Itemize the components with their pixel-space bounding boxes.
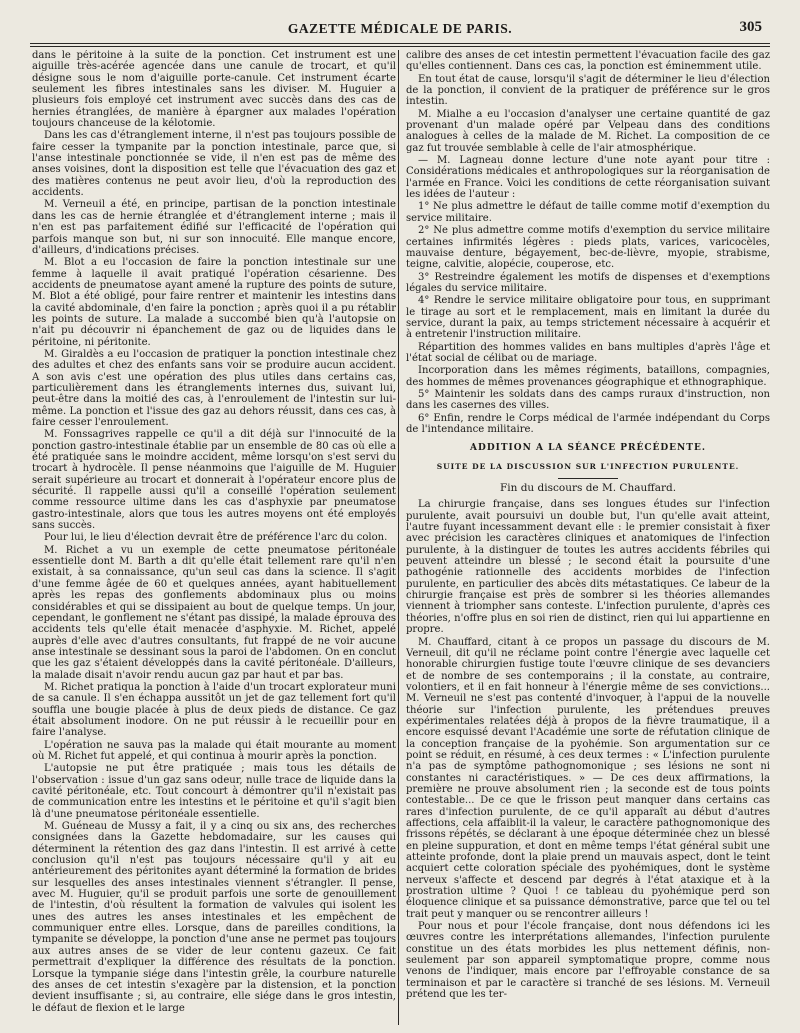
- header-rule-thin: [30, 46, 770, 47]
- paragraph: M. Fonssagrives rappelle ce qu'il a dit déjà sur l'innocuité de la ponction gastro-intestinale établie par un ensemble de 80 cas où elle a été pratiquée sans le moindre accident, même lorsqu'on s'est servi du trocart à hydrocèle. Il pense néanmoins que l'aiguille de M. Huguier serait supérieure au trocart et donnerait à l'opérateur encore plus de sécurité. Il rappelle aussi qu'il a conseillé l'opération seulement comme ressource ultime dans les cas d'asphyxie par pneumatose gastro-intestinale, alors que tous les autres moyens ont été employés sans succès.: [32, 429, 396, 532]
- paragraph: L'opération ne sauva pas la malade qui était mourante au moment où M. Richet fut appelé, et qui continua à mourir après la ponction.: [32, 739, 396, 762]
- paragraph: M. Blot a eu l'occasion de faire la ponction intestinale sur une femme à laquelle il avait pratiqué l'opération césarienne. Des accidents de pneumatose ayant amené la rupture des points de suture, M. Blot a été obligé, pour faire rentrer et maintenir les intestins dans la cavité abdominale, d'en faire la ponction ; après quoi il a pu rétablir les points de suture. La malade a succombé bien qu'à l'autopsie on n'ait pu découvrir ni épanchement de gaz ou de liquides dans le péritoine, ni péritonite.: [32, 257, 396, 348]
- paragraph: En tout état de cause, lorsqu'il s'agit de déterminer le lieu d'élection de la ponction, il convient de la pratiquer de préférence sur le gros intestin.: [406, 73, 770, 108]
- speech-title: Fin du discours de M. Chauffard.: [499, 482, 677, 495]
- paragraph: Pour nous et pour l'école française, dont nous défendons ici les œuvres contre les interprétations allemandes, l'infection purulente constitue un des états morbides les plus nettement définis, non-seulement par son appareil symptomatique propre, comme nous venons de l'indiquer, mais encore par l'effroyable constance de sa terminaison et par le caractère si tranché de ses lésions. M. Verneuil prétend que les ter-: [406, 921, 770, 1001]
- list-item: 4° Rendre le service militaire obligatoire pour tous, en supprimant le tirage au sort et le remplacement, mais en limitant la durée du service, durant la paix, au temps strictement nécessaire à acquérir et à entretenir l'instruction militaire.: [406, 295, 770, 341]
- paragraph: M. Mialhe a eu l'occasion d'analyser une certaine quantité de gaz provenant d'un malade opéré par Velpeau dans des conditions analogues à celles de la malade de M. Richet. La composition de ce gaz fut trouvée semblable à celle de l'air atmosphérique.: [406, 108, 770, 154]
- paragraph: M. Chauffard, citant à ce propos un passage du discours de M. Verneuil, dit qu'il ne réclame point contre l'énergie avec laquelle cet honorable chirurgien fustige toute l'œuvre clinique de ses devanciers et de nombre de ses contemporains ; il la constate, au contraire, volontiers, et il en fait honneur à l'énergie même de ses convictions... M. Verneuil ne s'est pas contenté d'invoquer, à l'appui de la nouvelle théorie sur l'infection purulente, les prétendues preuves expérimentales relatées déjà à propos de la fièvre traumatique, il a encore esquissé devant l'Académie une sorte de réfutation clinique de la conception française de la pyohémie. Son argumentation sur ce point se réduit, en résumé, à ces deux termes : « L'infection purulente n'a pas de symptôme pathognomonique ; ses lésions ne sont ni constantes ni caractéristiques. » — De ces deux affirmations, la première ne prouve absolument rien ; la seconde est de tous points contestable... De ce que le frisson peut manquer dans certains cas rares d'infection purulente, de ce qu'il apparaît au début d'autres affections, cela affaiblit-il la valeur, le caractère pathognomonique des frissons répétés, se déclarant à une époque déterminée chez un blessé en pleine suppuration, et dont en même temps l'état général subit une atteinte profonde, dont la plaie prend un mauvais aspect, dont le teint acquiert cette coloration spéciale des pyohémiques, dont le système nerveux s'affecte et descend par degrés à l'état ataxique et à la prostration ultime ? Quoi ! ce tableau du pyohémique perd son éloquence clinique et sa puissance démonstrative, parce que tel ou tel trait peut y manquer ou se rencontrer ailleurs !: [406, 636, 770, 920]
- list-item: 6° Enfin, rendre le Corps médical de l'armée indépendant du Corps de l'intendance militaire.: [406, 412, 770, 435]
- separator-rule: [558, 478, 618, 479]
- list-item: Incorporation dans les mêmes régiments, bataillons, compagnies, des hommes de mêmes provenances géographique et ethnographique.: [406, 365, 770, 388]
- left-column: [32, 50, 396, 1028]
- paragraph: calibre des anses de cet intestin permettent l'évacuation facile des gaz qu'elles contiennent. Dans ces cas, la ponction est éminemment utile.: [406, 50, 770, 73]
- list-item: 5° Maintenir les soldats dans des camps ruraux d'instruction, non dans les casernes des villes.: [406, 388, 770, 412]
- paragraph: M. Giraldès a eu l'occasion de pratiquer la ponction intestinale chez des adultes et chez des enfants sans voir se produire aucun accident. A son avis c'est une opération des plus utiles dans certains cas, particulièrement dans les étranglements internes dus, suivant lui, peut-être dans la moitié des cas, à l'enroulement de l'intestin sur lui-même. La ponction et l'issue des gaz au dehors réussit, dans ces cas, à faire cesser l'enroulement.: [32, 348, 396, 428]
- paragraph: L'autopsie ne put être pratiquée ; mais tous les détails de l'observation : issue d'un gaz sans odeur, nulle trace de liquide dans la cavité péritonéale, etc. Tout concourt à démontrer qu'il n'existait pas de communication entre les intestins et le péritoine et qu'il s'agit bien là d'une pneumatose péritonéale essentielle.: [32, 763, 396, 820]
- journal-title: GAZETTE MÉDICALE DE PARIS.: [287, 21, 513, 36]
- paragraph: — M. Lagneau donne lecture d'une note ayant pour titre : Considérations médicales et anthropologiques sur la réorganisation de l'armée en France. Voici les conditions de cette réorganisation suivant les idées de l'auteur :: [406, 155, 770, 201]
- paragraph: La chirurgie française, dans ses longues études sur l'infection purulente, avait poursuivi un double but, l'un qu'elle avait atteint, l'autre fuyant incessamment devant elle : le premier consistait à fixer avec précision les caractères cliniques et anatomiques de l'infection purulente, à la distinguer de toutes les autres accidents fébriles qui peuvent atteindre un blessé ; le second était la poursuite d'une pathogénie rationnelle des accidents morbides de l'infection purulente, en particulier des abcès dits métastatiques. Ce labeur de la chirurgie française est près de sombrer si les théories allemandes viennent à triompher sans conteste. L'infection purulente, d'après ces théories, n'offre plus en soi rien de distinct, rien qui lui appartienne en propre.: [406, 499, 770, 636]
- list-item: 1° Ne plus admettre le défaut de taille comme motif d'exemption du service militaire.: [406, 201, 770, 224]
- paragraph: dans le péritoine à la suite de la ponction. Cet instrument est une aiguille très-acérée agencée dans une canule de trocart, et qu'il désigne sous le nom d'aiguille porte-canule. Cet instrument écarte seulement les fibres intestinales sans les diviser. M. Huguier a plusieurs fois employé cet instrument avec succès dans des cas de hernies étranglées, de manière à épargner aux malades l'opération toujours chanceuse de la kélotomie.: [32, 50, 396, 130]
- page-number: 305: [739, 19, 762, 35]
- list-item: Répartition des hommes valides en bans multiples d'après l'âge et l'état social de célibat ou de mariage.: [406, 341, 770, 364]
- list-item: 3° Restreindre également les motifs de dispenses et d'exemptions légales du service militaire.: [406, 271, 770, 294]
- column-divider: [398, 50, 399, 1025]
- page-header: [0, 14, 800, 44]
- paragraph: M. Guéneau de Mussy a fait, il y a cinq ou six ans, des recherches consignées dans la Gazette hebdomadaire, sur les causes qui déterminent la rétention des gaz dans l'intestin. Il est arrivé à cette conclusion qu'il n'est pas toujours nécessaire qu'il y ait eu antérieurement des péritonites ayant déterminé la formation de brides sur lesquelles des anses intestinales viennent s'étrangler. Il pense, avec M. Huguier, qu'il se produit parfois une sorte de genouillement de l'intestin, d'où résultent la formation de valvules qui isolent les unes des autres les anses intestinales et les empêchent de communiquer entre elles. Lorsque, dans de pareilles conditions, la tympanite se développe, la ponction d'une anse ne permet pas toujours aux autres anses de se vider de leur contenu gazeux. Ce fait permettrait d'expliquer la différence des résultats de la ponction. Lorsque la tympanie siége dans l'intestin grêle, la courbure naturelle des anses de cet intestin s'exagère par la distension, et la ponction devient insuffisante ; si, au contraire, elle siége dans le gros intestin, le défaut de flexion et le large: [32, 821, 396, 1014]
- paragraph: M. Richet pratiqua la ponction à l'aide d'un trocart explorateur muni de sa canule. Il s'en échappa aussitôt un jet de gaz tellement fort qu'il souffla une bougie placée à plus de deux pieds de distance. Ce gaz était absolument inodore. On ne put réussir à le recueillir pour en faire l'analyse.: [32, 681, 396, 739]
- list-item: 2° Ne plus admettre comme motifs d'exemption du service militaire certaines infirmités légères : pieds plats, varices, varicocèles, mauvaise denture, bégayement, bec-de-lièvre, myopie, strabisme, teigne, calvitie, alopécie, couperose, etc.: [406, 225, 770, 271]
- header-rule: [30, 43, 770, 44]
- right-column: [406, 50, 770, 1028]
- paragraph: M. Richet a vu un exemple de cette pneumatose péritonéale essentielle dont M. Barth a dit qu'elle était tellement rare qu'il n'en existait, à sa connaissance, qu'un seul cas dans la science. Il s'agit d'une femme âgée de 60 et quelques années, ayant habituellement après les repas des gonflements abdominaux plus ou moins considérables et qui se dissipaient au bout de quelque temps. Un jour, cependant, le gonflement ne s'étant pas dissipé, la malade éprouva des accidents tels qu'elle était menacée d'asphyxie. M. Richet, appelé auprès d'elle avec d'autres consultants, fut frappé de ne voir aucune anse intestinale se dessinant sous la paroi de l'abdomen. On en conclut que les gaz s'étaient développés dans la cavité péritonéale. D'ailleurs, la malade disait n'avoir rendu aucun gaz par haut et par bas.: [32, 544, 396, 681]
- paragraph: M. Verneuil a été, en principe, partisan de la ponction intestinale dans les cas de hernie étranglée et d'étranglement interne ; mais il n'en est pas parfaitement édifié sur l'efficacité de l'opération qui parfois manque son but, ni sur son innocuité. Elle manque encore, d'ailleurs, d'indications précises.: [32, 199, 396, 256]
- section-title: ADDITION A LA SÉANCE PRÉCÉDENTE.: [470, 443, 706, 454]
- paragraph: Dans les cas d'étranglement interne, il n'est pas toujours possible de faire cesser la tympanite par la ponction intestinale, parce que, si l'anse intestinale ponctionnée se vide, il n'en est pas de même des anses voisines, dont la disposition est telle que l'évacuation des gaz et des matières contenus ne peut avoir lieu, d'où la reproduction des accidents.: [32, 130, 396, 199]
- section-subtitle: SUITE DE LA DISCUSSION SUR L'INFECTION PURULENTE.: [436, 461, 740, 471]
- paragraph: Pour lui, le lieu d'élection devrait être de préférence l'arc du colon.: [44, 532, 388, 544]
